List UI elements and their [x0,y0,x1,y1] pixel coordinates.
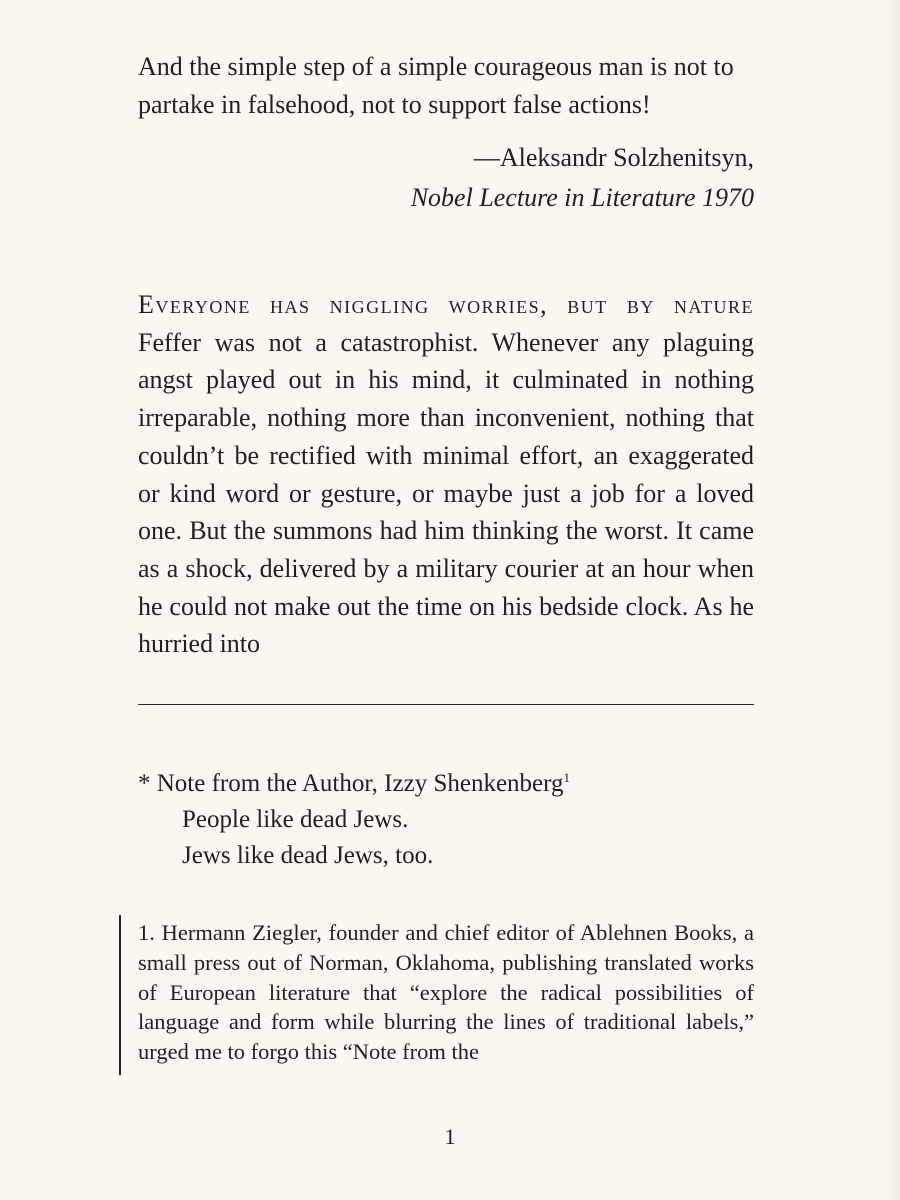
footnote-marker: 1 [563,770,571,785]
margin-bar [119,915,121,1075]
attribution-source: Nobel Lecture in Literature 1970 [410,183,754,212]
epigraph-attribution [138,138,754,218]
author-note [138,760,758,874]
footnote-divider [138,704,754,705]
page-number: 1 [444,1124,456,1149]
author-note-heading-text: * Note from the Author, Izzy Shenkenberg [138,770,564,797]
footnote: 1. Hermann Ziegler, founder and chief editor of Ablehnen Books, a small press out of Norman, Oklahoma, publishing translated works of European literature that “explore the radical possibilities of language and form while blurring the lines of traditional labels,” urged me to forgo this “Note from the [138,920,754,1065]
author-note-heading [138,760,758,802]
chapter-paragraph: Feffer was not a catastrophist. Whenever any plaguing angst played out in his mind, it culminated in nothing irreparable, nothing more than inconvenient, nothing that couldn’t be rectified with minimal effort, an exaggerated or kind word or gesture, or maybe just a job for a loved one. But the summons had him thinking the worst. It came as a shock, delivered by a military courier at an hour when he could not make out the time on his bedside clock. As he hurried into [138,327,754,659]
epigraph-text: And the simple step of a simple courageous man is not to partake in falsehood, not to support false actions! [138,52,734,119]
attribution-name: —Aleksandr Solzhenitsyn, [473,143,754,172]
author-note-line-1: People like dead Jews. [182,806,409,833]
chapter-body [138,286,754,663]
chapter-opening-smallcaps: Everyone has niggling worries, but by nature [138,290,754,319]
author-note-line-2: Jews like dead Jews, too. [182,842,434,869]
page-edge-shadow [886,0,900,1200]
epigraph-quote [138,48,758,124]
